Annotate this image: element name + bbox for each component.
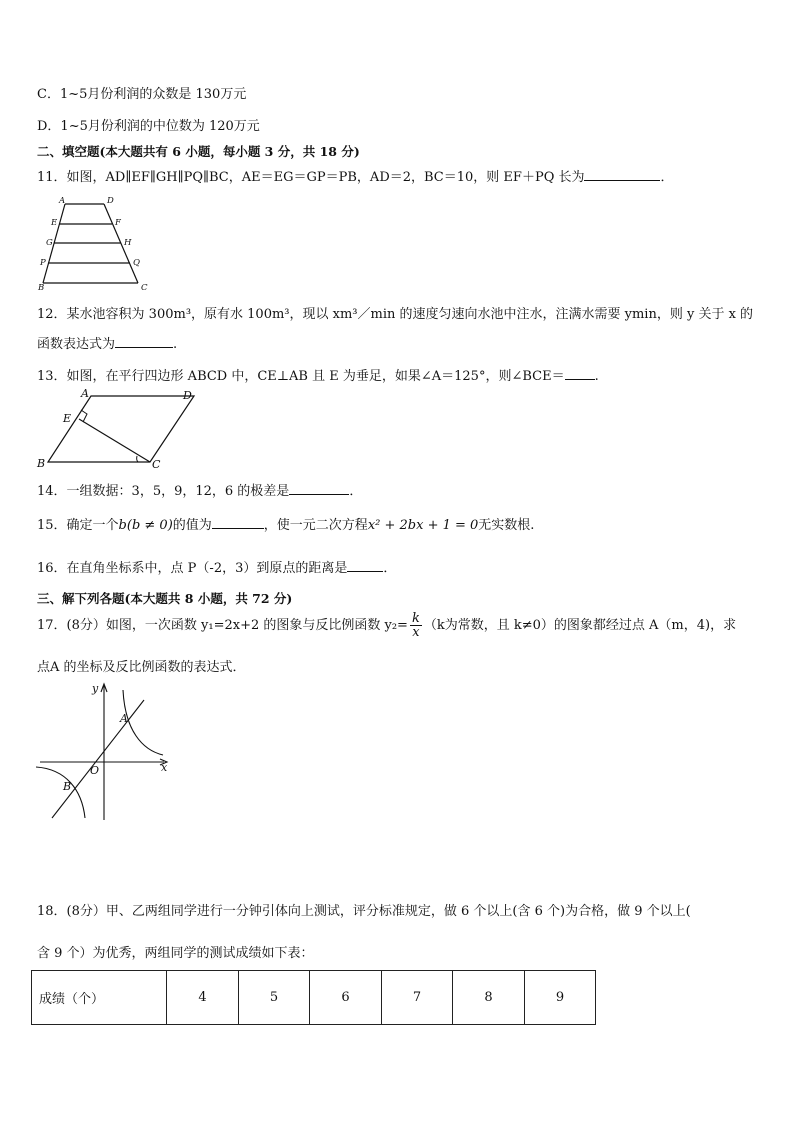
label-c: C: [152, 458, 161, 471]
label-q: Q: [133, 258, 140, 268]
question-15: [37, 514, 534, 533]
quadratic-equation: x² + 2bx + 1 = 0: [367, 518, 479, 533]
label-a: A: [59, 196, 66, 206]
table-cell: 4: [167, 971, 239, 1025]
condition-b-nonzero: (b ≠ 0): [126, 518, 173, 533]
label-y: y: [92, 682, 99, 695]
question-18-line1: 18．(8分）甲、乙两组同学进行一分钟引体向上测试，评分标准规定，做 6 个以上(含 6 个)为合格，做 9 个以上(: [37, 904, 691, 919]
variable-b: b: [118, 518, 127, 533]
table-row: [32, 971, 596, 1025]
question-16-end: ．: [383, 561, 397, 576]
function-graph: [36, 678, 176, 826]
label-e: E: [51, 218, 58, 228]
hyperbola-branch-lower: [36, 767, 85, 818]
label-c: C: [141, 283, 148, 290]
question-14-text: 14．一组数据：3，5，9，12，6 的极差是: [37, 484, 290, 499]
label-e: E: [63, 412, 72, 425]
parallelogram-figure: [34, 386, 202, 472]
table-header-cell: 成绩（个）: [32, 971, 167, 1025]
question-15-tail: 无实数根.: [478, 518, 535, 533]
label-a: A: [81, 387, 89, 400]
question-11-end: ．: [660, 170, 674, 185]
answer-blank[interactable]: [565, 367, 595, 380]
parallelogram-abcd: [48, 396, 194, 462]
label-a: A: [120, 712, 128, 725]
question-12-text: 函数表达式为: [37, 337, 116, 352]
section-2-title: 二、填空题(本大题共有 6 小题，每小题 3 分，共 18 分): [37, 144, 360, 159]
question-16-text: 16．在直角坐标系中，点 P（-2，3）到原点的距离是: [37, 561, 348, 576]
question-12-end: .: [173, 337, 178, 352]
segment-ce: [79, 419, 150, 462]
table-cell: 7: [382, 971, 453, 1025]
question-16: [37, 557, 396, 576]
table-cell: 5: [239, 971, 310, 1025]
question-12-line1: 12．某水池容积为 300m³，原有水 100m³，现以 xm³／min 的速度匀速向水池中注水，注满水需要 ymin，则 y 关于 x 的: [37, 307, 754, 322]
label-b: B: [38, 283, 45, 290]
label-f: F: [115, 218, 121, 228]
answer-blank[interactable]: [212, 516, 264, 529]
trapezoid-figure: [36, 194, 156, 290]
question-14-end: ．: [349, 484, 363, 499]
question-14: [37, 480, 362, 499]
label-g: G: [46, 238, 53, 248]
question-11: [37, 166, 674, 185]
hyperbola-branch-upper: [123, 690, 163, 755]
label-b: B: [37, 457, 46, 470]
label-h: H: [124, 238, 132, 248]
answer-blank[interactable]: [289, 482, 349, 495]
linear-function-line: [52, 700, 144, 818]
question-18-line2: 含 9 个）为优秀，两组同学的测试成绩如下表：: [37, 946, 314, 961]
label-b: B: [63, 780, 72, 793]
score-table: [31, 970, 596, 1025]
fraction-k-over-x: $\frac{k}{x}$: [411, 611, 420, 640]
question-13-text: 13．如图，在平行四边形 ABCD 中，CE⊥AB 且 E 为垂足，如果∠A＝125°，则∠BCE＝: [37, 369, 565, 384]
question-13-end: .: [594, 369, 599, 384]
table-cell: 6: [310, 971, 382, 1025]
label-d: D: [107, 196, 114, 206]
question-15-pre: 15．确定一个: [37, 518, 119, 533]
table-cell: 9: [525, 971, 596, 1025]
question-15-mid: 的值为: [172, 518, 212, 533]
question-11-text: 11．如图，AD∥EF∥GH∥PQ∥BC，AE＝EG＝GP＝PB，AD＝2，BC＝10，则 EF＋PQ 长为: [37, 170, 585, 185]
option-c: C．1~5月份利润的众数是 130万元: [37, 87, 247, 102]
table-cell: 8: [453, 971, 525, 1025]
answer-blank[interactable]: [584, 168, 660, 181]
label-d: D: [183, 389, 192, 402]
question-17-pre: 17．(8分）如图，一次函数 y₁=2x+2 的图象与反比例函数 y₂=: [37, 618, 408, 633]
label-x: x: [161, 761, 168, 774]
answer-blank[interactable]: [347, 559, 383, 572]
question-12-line2: [37, 333, 177, 352]
label-o: O: [90, 764, 100, 777]
question-17-line1: [37, 612, 736, 639]
question-17-post: （k为常数，且 k≠0）的图象都经过点 A（m，4)，求: [423, 618, 737, 633]
label-p: P: [40, 258, 46, 268]
question-17-line2: 点A 的坐标及反比例函数的表达式．: [37, 660, 246, 675]
section-3-title: 三、解下列各题(本大题共 8 小题，共 72 分): [37, 591, 293, 606]
question-13: [37, 365, 599, 384]
question-15-post: ，使一元二次方程: [263, 518, 368, 533]
answer-blank[interactable]: [115, 335, 173, 348]
option-d: D．1~5月份利润的中位数为 120万元: [37, 119, 260, 134]
angle-mark: [137, 456, 138, 462]
